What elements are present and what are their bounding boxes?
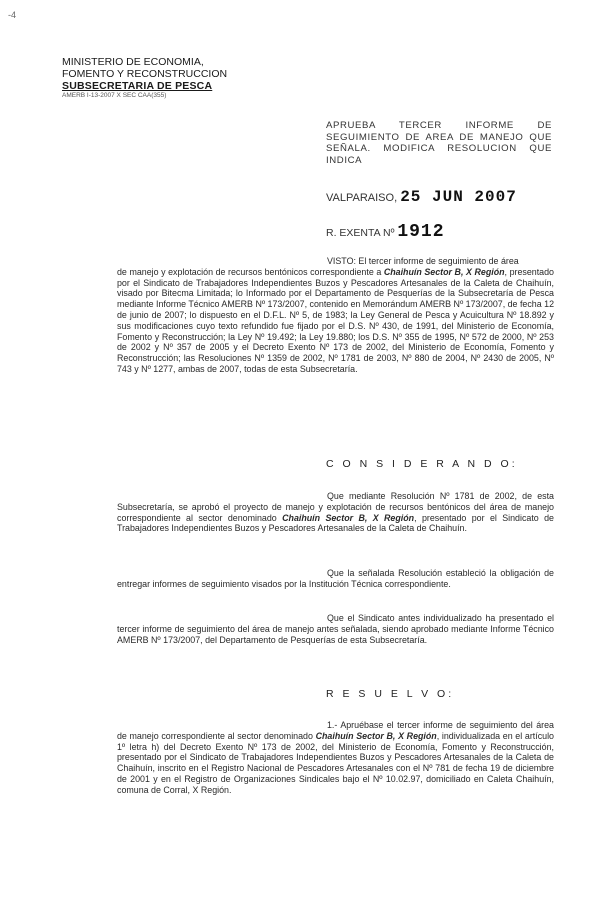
letterhead	[62, 56, 227, 100]
resuelvo-heading: R E S U E L V O:	[326, 688, 455, 700]
date-line	[326, 188, 517, 206]
date-stamp: 25 JUN 2007	[400, 188, 517, 206]
exenta-label: R. EXENTA Nº	[326, 227, 395, 239]
visto-body: de manejo y explotación de recursos bentónicos correspondiente a Chaihuín Sector B, X Región, presentado por el Sindicato de Trabajadores Independientes Buzos y Pescadores Artesanales de la Caleta de Chaihuín, visado por Bitecma Limitada; lo Informado por el Departamento de Pesquerías de la Subsecretaría de Pesca mediante Informe Técnico AMERB Nº 173/2007, contenido en Memorándum AMERB Nº 173/2007, de fecha 12 de junio de 2007; lo dispuesto en el D.F.L. Nº 5, de 1983; la Ley General de Pesca y Acuicultura Nº 18.892 y sus modificaciones cuyo texto refundido fue fijado por el D.S. Nº 430, de 1991, del Ministerio de Economía, Fomento y Reconstrucción; la Ley Nº 19.492; la Ley 19.880; los D.S. Nº 355 de 1995, Nº 572 de 2000, Nº 253 de 2002 y Nº 357 de 2005 y el Decreto Exento Nº 173 de 2002, del Ministerio de Economía, Fomento y Reconstrucción; las Resoluciones Nº 1359 de 2002, Nº 1781 de 2003, Nº 880 de 2004, Nº 2430 de 2005, Nº 743 y Nº 1277, ambas de 2007, todas de esta Subsecretaría.	[117, 266, 555, 374]
resolution-number: 1912	[397, 222, 445, 242]
considerando-3: Que el Sindicato antes individualizado ha presentado el tercer informe de seguimiento del área de manejo antes señalada, siendo aprobado mediante Informe Técnico AMERB Nº 173/2007, del Departamento de Pesquerías de esta Subsecretaría.	[117, 613, 554, 645]
visto-section	[117, 256, 554, 375]
considerando-heading: C O N S I D E R A N D O:	[326, 458, 518, 470]
subsecretaria-title: SUBSECRETARIA DE PESCA	[62, 80, 213, 92]
resuelvo-1: 1.- Apruébase el tercer informe de seguimiento del área de manejo correspondiente al sector denominado Chaihuín Sector B, X Región, individualizada en el artículo 1º letra h) del Decreto Exento Nº 173 de 2002, del Ministerio de Economía, Fomento y Reconstrucción, presentado por el Sindicato de Trabajadores Independientes Buzos y Pescadores Artesanales de la Caleta de Chaihuín, inscrito en el Registro Nacional de Pescadores Artesanales con el Nº 781 de fecha 19 de diciembre de 2001 y en el Registro de Organizaciones Sindicales bajo el Nº 10.02.97, domiciliado en Caleta Chaihuín, comuna de Corral, X Región.	[117, 720, 554, 795]
ministry-line: MINISTERIO DE ECONOMIA,	[62, 56, 204, 68]
visto-lead: VISTO: El tercer informe de seguimiento de área	[327, 256, 519, 266]
place-label: VALPARAISO,	[326, 192, 398, 204]
reference-code: AMERB I-13-2007 X SEC CAA(355)	[62, 92, 167, 99]
page-corner-mark: -4	[8, 10, 17, 20]
considerando-2: Que la señalada Resolución estableció la obligación de entregar informes de seguimiento visados por la Institución Técnica correspondiente.	[117, 568, 554, 589]
document-subject: APRUEBA TERCER INFORME DE SEGUIMIENTO DE AREA DE MANEJO QUE SEÑALA. MODIFICA RESOLUCION QUE INDICA	[326, 120, 552, 166]
ministry-line-2: FOMENTO Y RECONSTRUCCION	[62, 68, 228, 80]
resolution-number-line	[326, 222, 445, 242]
considerando-1: Que mediante Resolución Nº 1781 de 2002, de esta Subsecretaría, se aprobó el proyecto de manejo y explotación de recursos bentónicos del área de manejo correspondiente al sector denominado Chaihuín Sector B, X Región, presentado por el Sindicato de Trabajadores Independientes Buzos y Pescadores Artesanales de la Caleta de Chaihuín.	[117, 491, 554, 534]
